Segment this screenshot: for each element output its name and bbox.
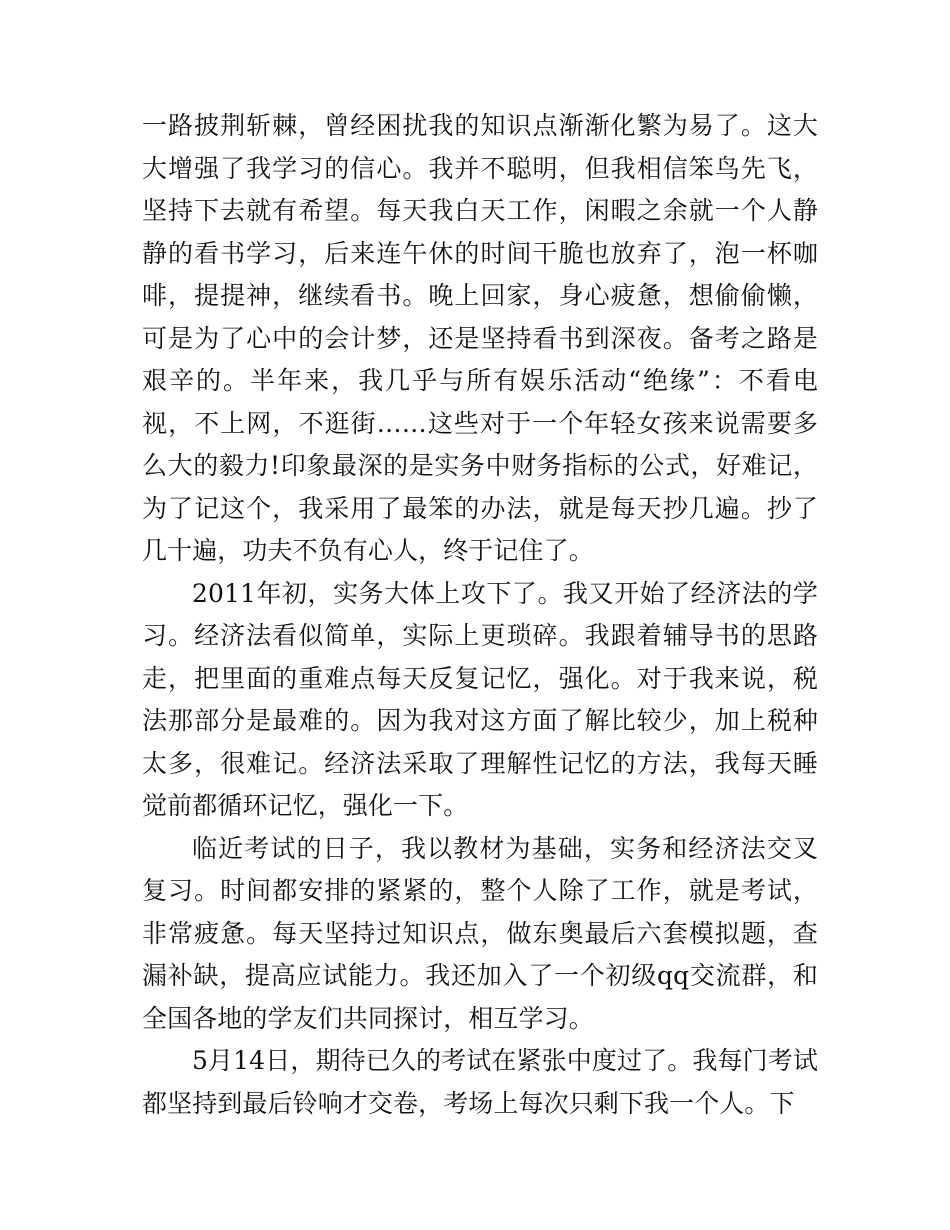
document-body: [142, 105, 818, 1125]
paragraph-4: 5月14日，期待已久的考试在紧张中度过了。我每门考试都坚持到最后铃响才交卷，考场上每次只剩下我一个人。下: [142, 1046, 818, 1118]
paragraph-2: 2011年初，实务大体上攻下了。我又开始了经济法的学习。经济法看似简单，实际上更琐碎。我跟着辅导书的思路走，把里面的重难点每天反复记忆，强化。对于我来说，税法那部分是最难的。因为我对这方面了解比较少，加上税种太多，很难记。经济法采取了理解性记忆的方法，我每天睡觉前都循环记忆，强化一下。: [142, 578, 818, 820]
paragraph-3: 临近考试的日子，我以教材为基础，实务和经济法交叉复习。时间都安排的紧紧的，整个人除了工作，就是考试，非常疲惫。每天坚持过知识点，做东奥最后六套模拟题，查漏补缺，提高应试能力。我还加入了一个初级qq交流群，和全国各地的学友们共同探讨，相互学习。: [142, 833, 818, 1033]
paragraph-1: 一路披荆斩棘，曾经困扰我的知识点渐渐化繁为易了。这大大增强了我学习的信心。我并不聪明，但我相信笨鸟先飞，坚持下去就有希望。每天我白天工作，闲暇之余就一个人静静的看书学习，后来连午休的时间干脆也放弃了，泡一杯咖啡，提提神，继续看书。晚上回家，身心疲惫，想偷偷懒，可是为了心中的会计梦，还是坚持看书到深夜。备考之路是艰辛的。半年来，我几乎与所有娱乐活动“绝缘”：不看电视，不上网，不逛街……这些对于一个年轻女孩来说需要多么大的毅力!印象最深的是实务中财务指标的公式，好难记，为了记这个，我采用了最笨的办法，就是每天抄几遍。抄了几十遍，功夫不负有心人，终于记住了。: [142, 111, 818, 565]
